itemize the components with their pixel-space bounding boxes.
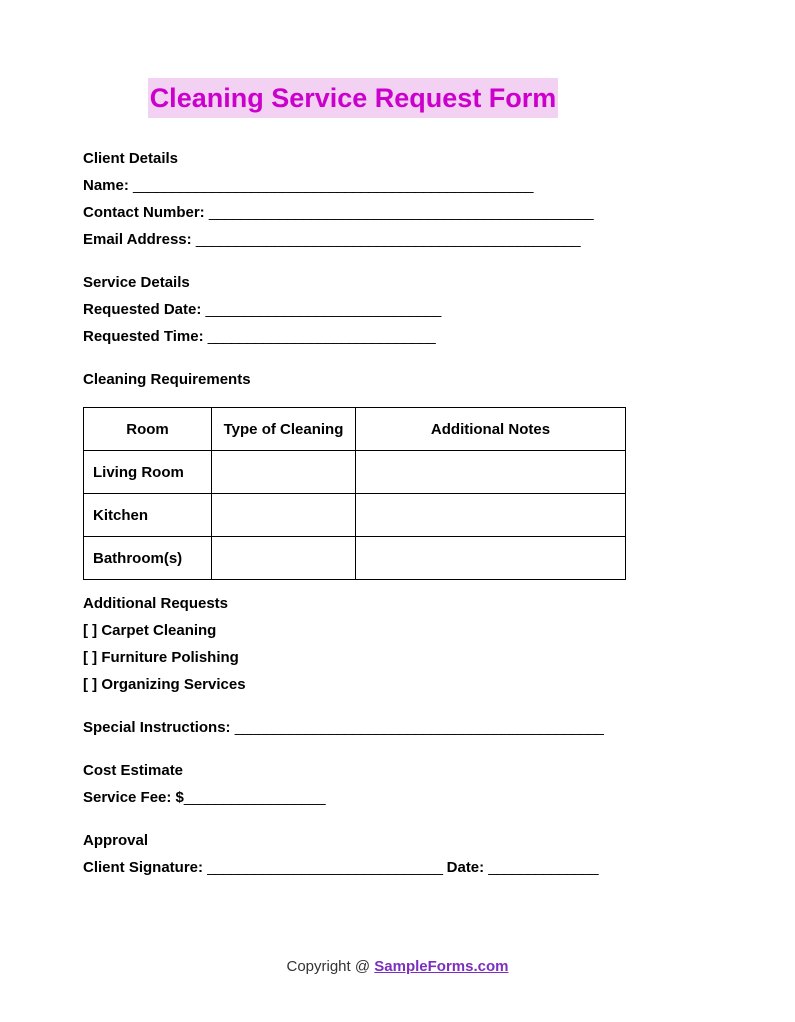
field-service-fee-label: Service Fee: $ bbox=[83, 789, 184, 806]
field-service-fee bbox=[83, 784, 713, 811]
column-header-room: Room bbox=[84, 408, 212, 451]
page-title: Cleaning Service Request Form bbox=[148, 78, 559, 118]
page-title-wrap bbox=[83, 78, 623, 118]
field-special-instructions-blank[interactable]: _______________________________________________ bbox=[234, 719, 604, 736]
spacer bbox=[83, 253, 713, 269]
field-client-signature bbox=[83, 854, 713, 881]
table-header-row bbox=[84, 408, 626, 451]
document-content bbox=[83, 145, 713, 881]
spacer bbox=[83, 350, 713, 366]
field-name bbox=[83, 172, 713, 199]
column-header-additional-notes: Additional Notes bbox=[356, 408, 626, 451]
spacer bbox=[83, 698, 713, 714]
cell-room: Kitchen bbox=[84, 494, 212, 537]
cell-type-of-cleaning[interactable] bbox=[212, 494, 356, 537]
field-email-address-blank[interactable]: _________________________________________________ bbox=[195, 231, 581, 248]
field-contact-number bbox=[83, 199, 713, 226]
field-requested-date-label: Requested Date: bbox=[83, 301, 202, 318]
field-requested-date-blank[interactable]: ______________________________ bbox=[205, 301, 441, 318]
field-special-instructions-label: Special Instructions: bbox=[83, 719, 231, 736]
section-heading-cost-estimate: Cost Estimate bbox=[83, 762, 184, 779]
checkbox-carpet-cleaning[interactable]: [ ] Carpet Cleaning bbox=[83, 622, 217, 639]
cell-type-of-cleaning[interactable] bbox=[212, 537, 356, 580]
cell-additional-notes[interactable] bbox=[356, 451, 626, 494]
spacer bbox=[83, 811, 713, 827]
section-heading-client-details: Client Details bbox=[83, 150, 179, 167]
table-row bbox=[84, 451, 626, 494]
spacer bbox=[83, 741, 713, 757]
field-client-signature-blank[interactable]: ______________________________ bbox=[207, 859, 443, 876]
cell-additional-notes[interactable] bbox=[356, 537, 626, 580]
field-requested-time-blank[interactable]: _____________________________ bbox=[207, 328, 436, 345]
cell-additional-notes[interactable] bbox=[356, 494, 626, 537]
section-heading-service-details: Service Details bbox=[83, 274, 190, 291]
field-contact-number-blank[interactable]: _________________________________________________ bbox=[208, 204, 594, 221]
checkbox-organizing-services[interactable]: [ ] Organizing Services bbox=[83, 676, 246, 693]
footer-sampleforms-link[interactable]: SampleForms.com bbox=[374, 958, 509, 975]
field-approval-date-blank[interactable]: ______________ bbox=[488, 859, 599, 876]
footer bbox=[0, 958, 795, 975]
field-special-instructions bbox=[83, 714, 713, 741]
field-email-address bbox=[83, 226, 713, 253]
cleaning-requirements-table bbox=[83, 407, 626, 580]
section-heading-additional-requests: Additional Requests bbox=[83, 595, 229, 612]
cell-room: Bathroom(s) bbox=[84, 537, 212, 580]
field-requested-time bbox=[83, 323, 713, 350]
table-row bbox=[84, 537, 626, 580]
checkbox-furniture-polishing[interactable]: [ ] Furniture Polishing bbox=[83, 649, 239, 666]
footer-copyright-text: Copyright @ bbox=[286, 958, 375, 975]
field-requested-date bbox=[83, 296, 713, 323]
section-heading-cleaning-requirements: Cleaning Requirements bbox=[83, 371, 251, 388]
field-approval-date-label: Date: bbox=[446, 859, 485, 876]
spacer bbox=[83, 580, 713, 590]
section-heading-approval: Approval bbox=[83, 832, 149, 849]
column-header-type-of-cleaning: Type of Cleaning bbox=[212, 408, 356, 451]
field-name-blank[interactable]: ___________________________________________________ bbox=[133, 177, 533, 194]
field-requested-time-label: Requested Time: bbox=[83, 328, 204, 345]
field-contact-number-label: Contact Number: bbox=[83, 204, 205, 221]
field-name-label: Name: bbox=[83, 177, 129, 194]
field-client-signature-label: Client Signature: bbox=[83, 859, 204, 876]
cell-room: Living Room bbox=[84, 451, 212, 494]
field-service-fee-blank[interactable]: __________________ bbox=[183, 789, 326, 806]
cell-type-of-cleaning[interactable] bbox=[212, 451, 356, 494]
field-email-address-label: Email Address: bbox=[83, 231, 192, 248]
table-row bbox=[84, 494, 626, 537]
